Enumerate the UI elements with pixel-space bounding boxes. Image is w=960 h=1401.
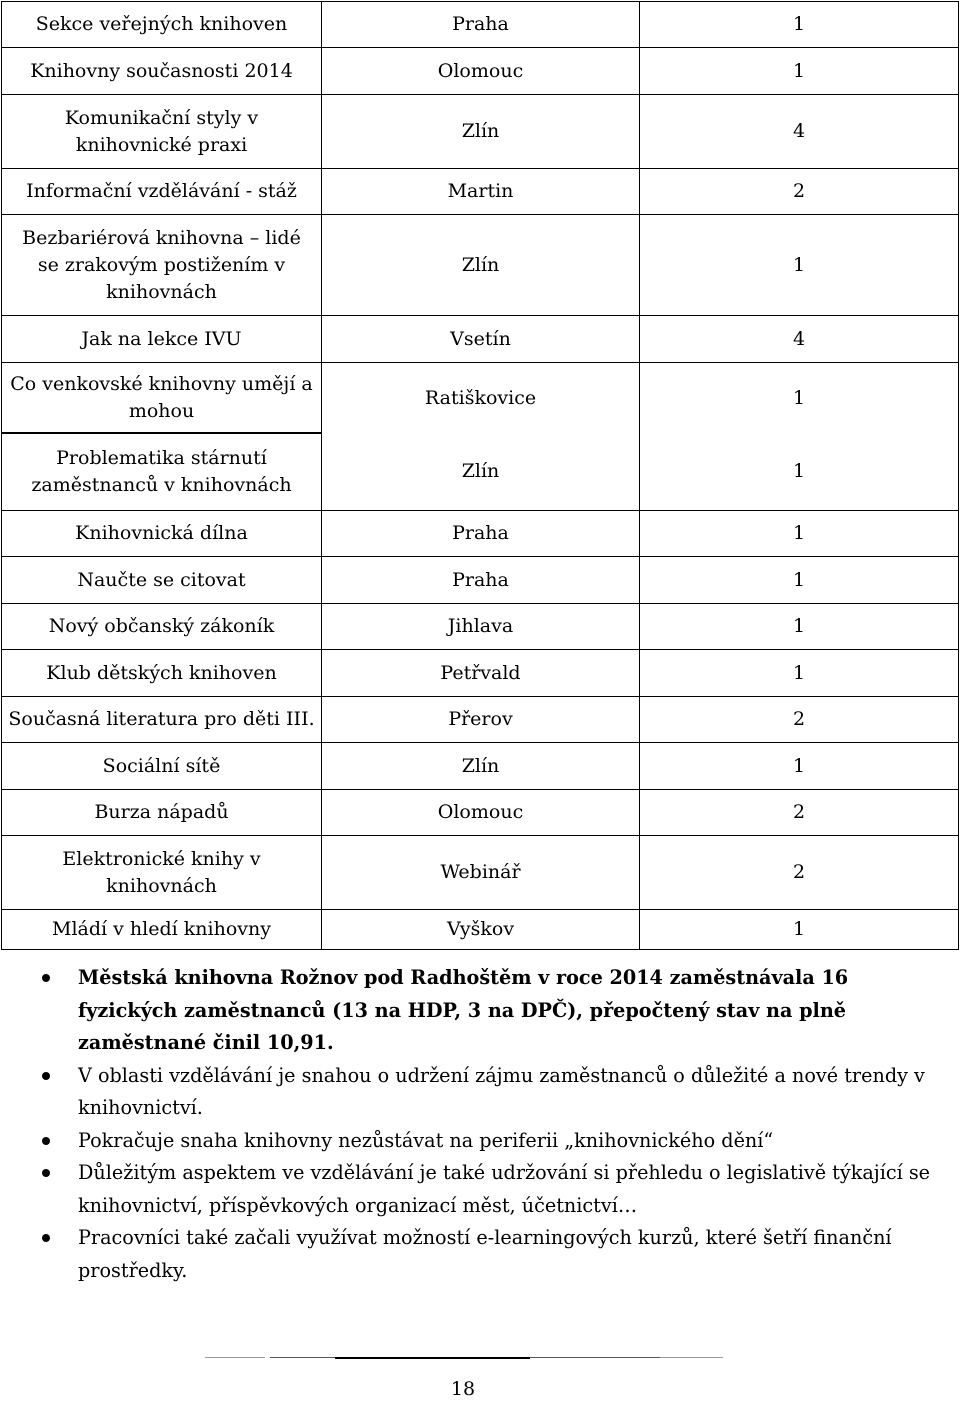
table-row	[2, 169, 959, 215]
course-name: Sociální sítě	[2, 743, 322, 790]
list-item-text: V oblasti vzdělávání je snahou o udržení zájmu zaměstnanců o důležité a nové trendy v knihovnictví.	[78, 1063, 925, 1119]
table-row	[2, 511, 959, 557]
table-row	[2, 836, 959, 910]
course-name: Jak na lekce IVU	[2, 316, 322, 363]
course-place: Webinář	[322, 836, 640, 910]
participant-count: 4	[640, 95, 959, 169]
participant-count: 1	[640, 434, 959, 511]
course-name: Knihovny současnosti 2014	[2, 48, 322, 95]
table-row	[2, 2, 959, 48]
page-number: 18	[450, 1378, 476, 1400]
course-name: Burza nápadů	[2, 790, 322, 836]
participant-count: 1	[640, 557, 959, 604]
bullet-list	[0, 962, 960, 1287]
course-name: Problematika stárnutí zaměstnanců v knihovnách	[2, 434, 322, 511]
table-row	[2, 650, 959, 697]
course-name: Klub dětských knihoven	[2, 650, 322, 697]
course-name: Knihovnická dílna	[2, 511, 322, 557]
courses-table	[1, 1, 959, 950]
course-name: Elektronické knihy v knihovnách	[2, 836, 322, 910]
bullet-icon	[42, 1234, 50, 1242]
course-name: Současná literatura pro děti III.	[2, 697, 322, 743]
table-row	[2, 604, 959, 650]
participant-count: 2	[640, 836, 959, 910]
course-name: Bezbariérová knihovna – lidé se zrakovým postižením v knihovnách	[2, 215, 322, 316]
bullet-icon	[42, 1169, 50, 1177]
list-item	[0, 1125, 960, 1158]
bullet-icon	[42, 974, 50, 982]
table-row	[2, 95, 959, 169]
course-place: Zlín	[322, 95, 640, 169]
table-row	[2, 910, 959, 950]
course-name: Co venkovské knihovny umějí a mohou	[2, 363, 322, 433]
list-item	[0, 962, 960, 1060]
bullet-icon	[42, 1072, 50, 1080]
course-place: Martin	[322, 169, 640, 215]
participant-count: 1	[640, 743, 959, 790]
table-row	[2, 316, 959, 363]
list-item-text: Pokračuje snaha knihovny nezůstávat na periferii „knihovnického dění“	[78, 1128, 774, 1152]
course-place: Olomouc	[322, 48, 640, 95]
participant-count: 1	[640, 650, 959, 697]
table-row	[2, 363, 959, 433]
list-item	[0, 1222, 960, 1287]
course-name: Nový občanský zákoník	[2, 604, 322, 650]
course-place: Zlín	[322, 215, 640, 316]
participant-count: 2	[640, 169, 959, 215]
participant-count: 1	[640, 604, 959, 650]
list-item-text: Pracovníci také začali využívat možností e-learningových kurzů, které šetří finanční prostředky.	[78, 1226, 892, 1282]
participant-count: 1	[640, 2, 959, 48]
course-place: Praha	[322, 2, 640, 48]
course-place: Praha	[322, 511, 640, 557]
participant-count: 2	[640, 697, 959, 743]
course-place: Petřvald	[322, 650, 640, 697]
course-place: Olomouc	[322, 790, 640, 836]
participant-count: 1	[640, 511, 959, 557]
participant-count: 1	[640, 363, 959, 434]
course-name: Informační vzdělávání - stáž	[2, 169, 322, 215]
list-item	[0, 1060, 960, 1125]
table-row	[2, 790, 959, 836]
course-place: Přerov	[322, 697, 640, 743]
list-item-text: Důležitým aspektem ve vzdělávání je také udržování si přehledu o legislativě týkající se knihovnictví, příspěvkových organizací měst, účetnictví…	[78, 1161, 931, 1217]
table-row	[2, 697, 959, 743]
list-item	[0, 1157, 960, 1222]
course-place: Zlín	[322, 434, 640, 511]
course-place: Praha	[322, 557, 640, 604]
table-row	[2, 743, 959, 790]
participant-count: 1	[640, 48, 959, 95]
course-place: Zlín	[322, 743, 640, 790]
participant-count: 4	[640, 316, 959, 363]
course-place: Ratiškovice	[322, 363, 640, 434]
list-item-text: Městská knihovna Rožnov pod Radhoštěm v roce 2014 zaměstnávala 16 fyzických zaměstnanců (13 na HDP, 3 na DPČ), přepočtený stav na plně zaměstnané činil 10,91.	[78, 966, 849, 1054]
course-name: Sekce veřejných knihoven	[2, 2, 322, 48]
course-name: Komunikační styly v knihovnické praxi	[2, 95, 322, 169]
table-row	[2, 557, 959, 604]
table-row	[2, 48, 959, 95]
course-name: Mládí v hledí knihovny	[2, 910, 322, 950]
bullet-icon	[42, 1137, 50, 1145]
course-place: Jihlava	[322, 604, 640, 650]
participant-count: 2	[640, 790, 959, 836]
table-row	[2, 434, 959, 511]
participant-count: 1	[640, 215, 959, 316]
participant-count: 1	[640, 910, 959, 950]
course-place: Vsetín	[322, 316, 640, 363]
footer-divider	[205, 1357, 723, 1359]
course-place: Vyškov	[322, 910, 640, 950]
course-name: Naučte se citovat	[2, 557, 322, 604]
table-row	[2, 215, 959, 316]
